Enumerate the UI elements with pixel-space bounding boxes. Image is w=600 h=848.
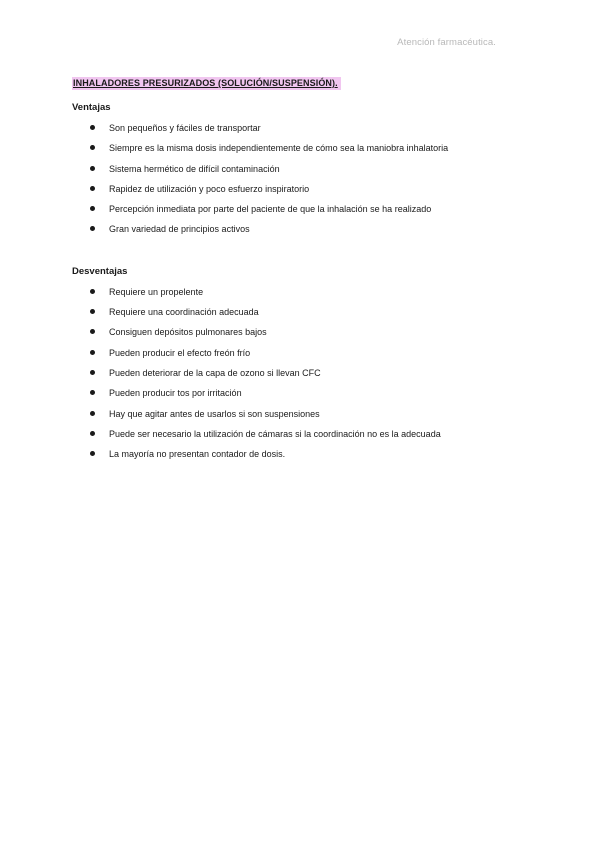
desventajas-item [72, 407, 512, 427]
ventajas-item [72, 121, 512, 141]
ventajas-item-text: Rapidez de utilización y poco esfuerzo inspiratorio [109, 183, 310, 194]
bullet-icon [90, 390, 95, 395]
desventajas-item [72, 447, 512, 467]
ventajas-item [72, 222, 512, 242]
desventajas-heading: Desventajas [72, 265, 128, 277]
desventajas-item [72, 285, 512, 305]
document-title: INHALADORES PRESURIZADOS (SOLUCIÓN/SUSPENSIÓN). [72, 77, 341, 90]
bullet-icon [90, 431, 95, 436]
desventajas-item [72, 386, 512, 406]
desventajas-item [72, 305, 512, 325]
bullet-icon [90, 411, 95, 416]
bullet-icon [90, 289, 95, 294]
desventajas-item-text: Requiere una coordinación adecuada [109, 307, 259, 318]
desventajas-item-text: Pueden producir el efecto freón frío [109, 347, 251, 358]
ventajas-item-text: Siempre es la misma dosis independientemente de cómo sea la maniobra inhalatoria [109, 143, 449, 154]
desventajas-list [72, 285, 512, 468]
ventajas-item-text: Sistema hermético de difícil contaminación [109, 163, 280, 174]
ventajas-item [72, 182, 512, 202]
ventajas-item-text: Percepción inmediata por parte del paciente de que la inhalación se ha realizado [109, 204, 432, 215]
document-body [72, 73, 512, 467]
ventajas-item-text: Gran variedad de principios activos [109, 224, 250, 235]
ventajas-heading: Ventajas [72, 102, 111, 113]
desventajas-item-text: Requiere un propelente [109, 286, 204, 297]
bullet-icon [90, 370, 95, 375]
bullet-icon [90, 451, 95, 456]
desventajas-item-text: Consiguen depósitos pulmonares bajos [109, 327, 267, 338]
desventajas-item [72, 427, 512, 447]
page-header: Atención farmacéutica. [397, 37, 496, 48]
desventajas-item-text: Hay que agitar antes de usarlos si son suspensiones [109, 408, 320, 419]
ventajas-item [72, 162, 512, 182]
bullet-icon [90, 206, 95, 211]
desventajas-item-text: Pueden producir tos por irritación [109, 388, 242, 399]
bullet-icon [90, 125, 95, 130]
bullet-icon [90, 329, 95, 334]
bullet-icon [90, 186, 95, 191]
desventajas-item [72, 366, 512, 386]
bullet-icon [90, 166, 95, 171]
desventajas-item-text: La mayoría no presentan contador de dosis. [109, 449, 286, 460]
ventajas-item [72, 141, 512, 161]
bullet-icon [90, 226, 95, 231]
ventajas-item [72, 202, 512, 222]
bullet-icon [90, 350, 95, 355]
desventajas-item-text: Pueden deteriorar de la capa de ozono si llevan CFC [109, 367, 321, 378]
bullet-icon [90, 309, 95, 314]
desventajas-item [72, 346, 512, 366]
desventajas-item-text: Puede ser necesario la utilización de cámaras si la coordinación no es la adecuada [109, 428, 441, 439]
ventajas-item-text: Son pequeños y fáciles de transportar [109, 123, 261, 133]
ventajas-list [72, 121, 512, 243]
bullet-icon [90, 145, 95, 150]
desventajas-item [72, 325, 512, 345]
